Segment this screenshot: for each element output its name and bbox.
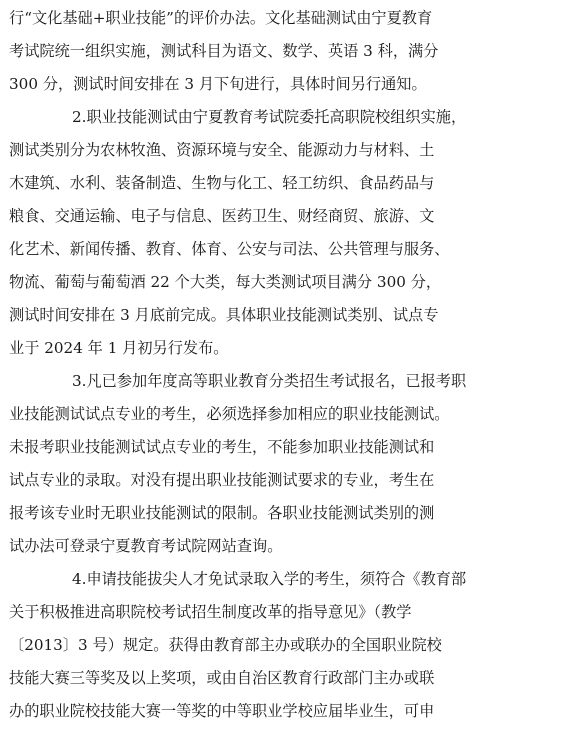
text-line-22: 办的职业院校技能大赛一等奖的中等职业学校应届毕业生，可申 [9,702,435,720]
text-line-6: 木建筑、水利、装备制造、生物与化工、轻工纺织、食品药品与 [9,174,435,192]
text-line-7: 粮食、交通运输、电子与信息、医药卫生、财经商贸、旅游、文 [9,207,435,225]
text-line-3: 300 分，测试时间安排在 3 月下旬进行，具体时间另行通知。 [9,75,427,93]
text-line-21: 技能大赛三等奖及以上奖项，或由自治区教育行政部门主办或联 [9,669,435,687]
text-line-5: 测试类别分为农林牧渔、资源环境与安全、能源动力与材料、土 [9,141,435,159]
text-line-18: 4.申请技能拔尖人才免试录取入学的考生，须符合《教育部 [72,570,467,588]
text-line-15: 试点专业的录取。对没有提出职业技能测试要求的专业，考生在 [9,471,435,489]
text-line-10: 测试时间安排在 3 月底前完成。具体职业技能测试类别、试点专 [9,306,439,324]
text-line-11: 业于 2024 年 1 月初另行发布。 [9,339,229,357]
text-line-4: 2.职业技能测试由宁夏教育考试院委托高职院校组织实施， [72,108,467,126]
text-line-12: 3.凡已参加年度高等职业教育分类招生考试报名，已报考职 [72,372,467,390]
text-line-16: 报考该专业时无职业技能测试的限制。各职业技能测试类别的测 [9,504,435,522]
text-line-13: 业技能测试试点专业的考生，必须选择参加相应的职业技能测试。 [9,405,450,423]
text-line-20: 〔2013〕3 号）规定。获得由教育部主办或联办的全国职业院校 [9,636,442,654]
text-line-19: 关于积极推进高职院校考试招生制度改革的指导意见》（教学 [9,603,412,621]
text-line-9: 物流、葡萄与葡萄酒 22 个大类，每大类测试项目满分 300 分， [9,273,442,291]
text-line-2: 考试院统一组织实施，测试科目为语文、数学、英语 3 科，满分 [9,42,439,60]
text-line-8: 化艺术、新闻传播、教育、体育、公安与司法、公共管理与服务、 [9,240,450,258]
text-line-17: 试办法可登录宁夏教育考试院网站查询。 [9,537,283,555]
text-line-1: 行“文化基础+职业技能”的评价办法。文化基础测试由宁夏教育 [9,9,433,27]
text-line-14: 未报考职业技能测试试点专业的考生，不能参加职业技能测试和 [9,438,435,456]
